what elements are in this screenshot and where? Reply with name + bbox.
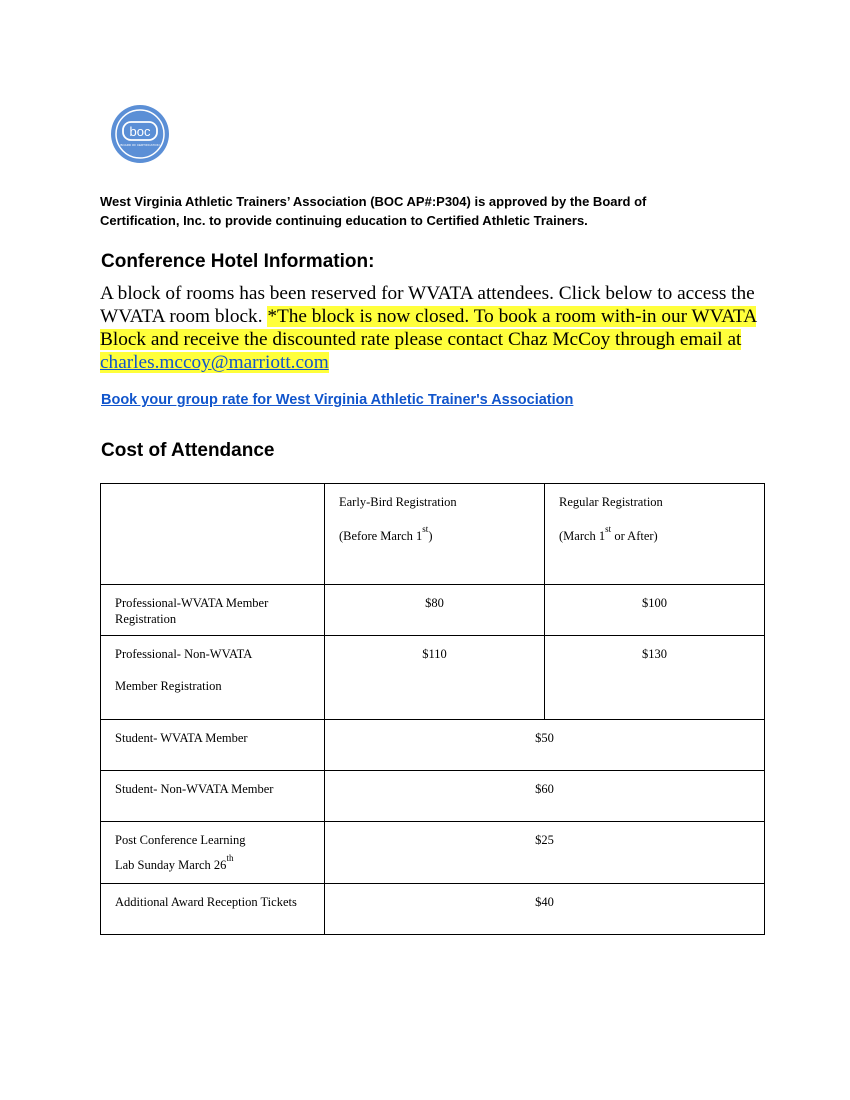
approval-line-1: West Virginia Athletic Trainers’ Association (BOC AP#:P304) is approved by the Board of <box>100 194 647 209</box>
boc-logo <box>110 104 170 164</box>
early-bird-price: $110 <box>325 636 545 720</box>
flat-price: $40 <box>325 884 765 935</box>
row-label: Additional Award Reception Tickets <box>101 884 325 935</box>
boc-logo-subtext: BOARD OF CERTIFICATION <box>120 143 160 147</box>
flat-price: $60 <box>325 771 765 822</box>
row-label: Post Conference Learning Lab Sunday March 26th <box>101 822 325 884</box>
flat-price: $25 <box>325 822 765 884</box>
early-bird-price: $80 <box>325 585 545 636</box>
row-label: Student- WVATA Member <box>101 720 325 771</box>
boc-logo-text: boc <box>129 124 151 139</box>
early-bird-subtitle: (Before March 1st) <box>339 524 433 543</box>
regular-price: $100 <box>545 585 765 636</box>
table-row <box>101 585 765 636</box>
flat-price: $50 <box>325 720 765 771</box>
hotel-text-plain: A block of rooms has been reserved for WVATA attendees. Click below to access the WVATA room block. <box>100 283 755 327</box>
row-label: Student- Non-WVATA Member <box>101 771 325 822</box>
book-group-rate-link[interactable]: Book your group rate for West Virginia Athletic Trainer's Association <box>101 392 574 408</box>
table-row <box>101 822 765 884</box>
approval-statement <box>100 192 700 230</box>
approval-line-2: Certification, Inc. to provide continuing education to Certified Athletic Trainers. <box>100 213 588 228</box>
table-row <box>101 884 765 935</box>
cost-heading: Cost of Attendance <box>101 440 275 461</box>
header-regular <box>545 484 765 585</box>
table-header-row <box>101 484 765 585</box>
regular-subtitle: (March 1st or After) <box>559 524 658 543</box>
regular-price: $130 <box>545 636 765 720</box>
hotel-heading: Conference Hotel Information: <box>101 251 375 272</box>
hotel-text-closed-notice: *The block is now closed. To book a room with-in our WVATA Block and receive the discounted rate please contact Chaz McCoy through email at <box>100 306 757 350</box>
hotel-paragraph <box>100 282 760 374</box>
email-link[interactable]: charles.mccoy@marriott.com <box>100 352 329 373</box>
row-label: Professional- Non-WVATA Member Registration <box>101 636 325 720</box>
row-label: Professional-WVATA Member Registration <box>101 585 325 636</box>
early-bird-title: Early-Bird Registration <box>339 495 457 509</box>
table-row <box>101 636 765 720</box>
header-early-bird <box>325 484 545 585</box>
table-row <box>101 771 765 822</box>
table-row <box>101 720 765 771</box>
regular-title: Regular Registration <box>559 495 663 509</box>
cost-table <box>100 483 765 935</box>
header-empty-cell <box>101 484 325 585</box>
